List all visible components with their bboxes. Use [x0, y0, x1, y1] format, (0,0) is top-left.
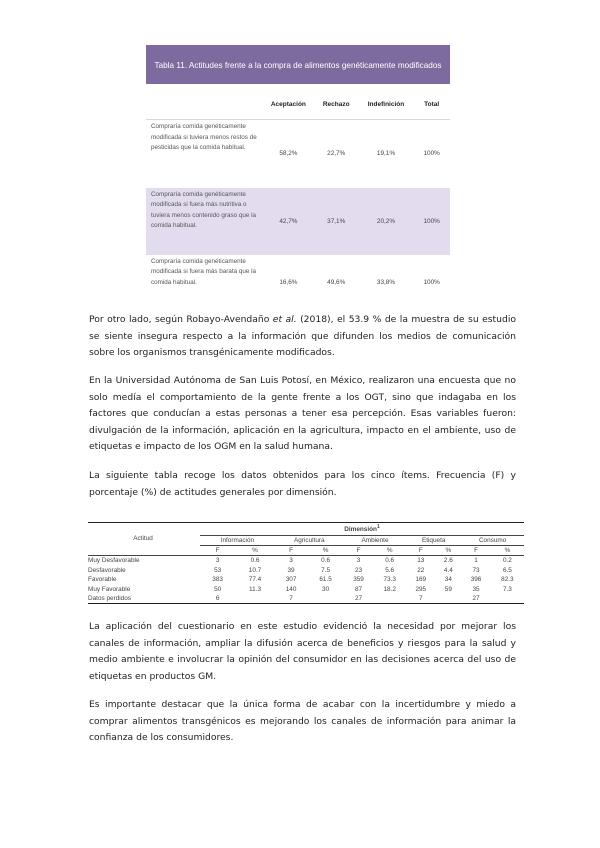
header-rejection: Rechazo — [322, 100, 350, 108]
cell-value: 13 — [417, 557, 425, 565]
cell-value: 7.5 — [321, 566, 331, 574]
cell-value: 2.6 — [443, 557, 453, 565]
cell-value: 3 — [356, 557, 361, 565]
sub-f: F — [461, 545, 491, 555]
cell-value: 7 — [289, 594, 293, 602]
table-row — [88, 575, 524, 584]
table-row — [146, 120, 450, 188]
cell-value: 87 — [354, 585, 363, 593]
cell-value: 39 — [287, 566, 295, 574]
cell-value: 49,6% — [327, 278, 346, 286]
table-header-row — [146, 84, 450, 120]
paragraph-final: Es importante destacar que la única forma de acabar con la incertidumbre y miedo a comprar alimentos transgénicos es mejorando los canales de información para animar la confianza de los consumidores. — [89, 699, 516, 743]
row-label: Muy Favorable — [88, 585, 131, 593]
sub-pct: % — [307, 545, 344, 555]
cell-value: 0.6 — [385, 557, 395, 565]
sub-f: F — [344, 545, 373, 555]
header-total: Total — [424, 100, 440, 108]
cell-value: 42,7% — [279, 217, 298, 225]
paragraph-san-luis-potosi: En la Universidad Autónoma de San Luis Potosí, en México, realizaron una encuesta que no solo medía el comportamiento de la gente frente a los OGT, sino que indagaba en los factores que conducían a estas personas a tener esa percepción. Esas variables fueron: divulgación de la información, aplicación en la agricultura, impacto en el ambiente, uso de etiquetas e impacto de los OGM en la salud humana. — [89, 375, 516, 452]
table-row — [88, 556, 524, 566]
sub-pct: % — [373, 545, 406, 555]
row-label: Desfavorable — [88, 566, 126, 574]
cell-value: 53 — [214, 566, 222, 574]
cell-value: 1 — [474, 557, 478, 565]
cell-value: 3 — [215, 557, 220, 565]
cell-value: 295 — [415, 585, 427, 593]
header-acceptance: Aceptación — [270, 100, 306, 108]
cell-value: 37,1% — [327, 217, 346, 225]
row-label: Compraría comida genéticamente modificada si fuera más nutritiva o tuviera menos contenido graso que la comida habitual. — [151, 190, 257, 229]
paragraph-table-intro: La siguiente tabla recoge los datos obtenidos para los cinco ítems. Frecuencia (F) y porcentaje (%) de actitudes generales por dimensión. — [89, 470, 516, 498]
cell-value: 16,6% — [279, 278, 298, 286]
table-row — [88, 594, 524, 604]
cell-value: 359 — [353, 576, 364, 584]
table-row — [88, 566, 524, 575]
sub-pct: % — [435, 545, 461, 555]
table-title: Tabla 11. Actitudes frente a la compra de alimentos genéticamente modificados — [146, 45, 450, 84]
cell-value — [435, 594, 461, 604]
cell-value: 82.3 — [501, 576, 514, 584]
cell-value: 169 — [415, 576, 427, 584]
cell-value: 27 — [354, 594, 363, 602]
cell-value: 6.5 — [502, 566, 512, 574]
sub-f: F — [200, 545, 235, 555]
row-label: Compraría comida genéticamente modificada si fuera más barata que la comida habitual. — [151, 257, 257, 286]
group-agricultura: Agricultura — [275, 535, 344, 545]
sub-pct: % — [491, 545, 524, 555]
sub-f: F — [406, 545, 435, 555]
cell-value: 11.3 — [249, 585, 261, 593]
group-consumo: Consumo — [461, 535, 524, 545]
cell-value: 4.4 — [443, 566, 453, 574]
group-ambiente: Ambiente — [344, 535, 406, 545]
table-row — [146, 188, 450, 255]
cell-value: 10.7 — [248, 566, 262, 574]
attitude-header: Actitud — [88, 523, 200, 556]
cell-value: 383 — [212, 576, 223, 584]
cell-value: 50 — [214, 585, 222, 593]
cell-value: 0.2 — [502, 557, 512, 565]
cell-value: 34 — [444, 576, 452, 584]
cell-value: 7.3 — [502, 585, 512, 593]
cell-value: 73 — [472, 566, 480, 574]
cell-value — [235, 594, 275, 604]
cell-value: 22 — [417, 566, 425, 574]
dimension-table — [88, 522, 524, 604]
paragraph-conclusion: La aplicación del cuestionario en este estudio evidenció la necesidad por mejorar los canales de información, ampliar la difusión acerca de beneficios y riesgos para la salud y medio ambiente e involucrar la opinión del consumidor en las decisiones acerca del uso de etiquetas en productos GM. — [89, 621, 516, 682]
cell-value: 19,1% — [376, 150, 396, 158]
header-indefinition: Indefinición — [367, 100, 405, 108]
cell-value: 0.6 — [321, 557, 331, 565]
cell-value: 100% — [423, 150, 440, 158]
row-label: Muy Desfavorable — [88, 557, 140, 565]
cell-value: 20,2% — [376, 217, 396, 225]
cell-value: 396 — [470, 576, 482, 584]
cell-value: 307 — [285, 576, 297, 584]
cell-value: 30 — [322, 585, 330, 593]
table-row — [146, 255, 450, 310]
attitudes-table — [146, 45, 450, 310]
cell-value: 140 — [285, 585, 297, 593]
cell-value: 23 — [354, 566, 363, 574]
cell-value: 18.2 — [383, 585, 396, 593]
cell-value: 100% — [423, 217, 440, 225]
cell-value: 100% — [423, 278, 440, 286]
row-label: Datos perdidos — [88, 594, 131, 602]
cell-value: 73.3 — [383, 576, 396, 584]
cell-value: 3 — [289, 557, 293, 565]
cell-value: 58,2% — [279, 150, 298, 158]
cell-value — [373, 594, 406, 604]
cell-value — [307, 594, 344, 604]
cell-value: 59 — [444, 585, 452, 593]
cell-value: 6 — [215, 594, 220, 602]
group-informacion: Información — [200, 535, 275, 545]
cell-value: 77.4 — [248, 576, 262, 584]
cell-value: 33,8% — [376, 278, 396, 286]
table-row — [88, 585, 524, 594]
cell-value: 27 — [472, 594, 480, 602]
group-etiqueta: Etiqueta — [406, 535, 461, 545]
sub-pct: % — [235, 545, 275, 555]
cell-value: 61.5 — [319, 576, 332, 584]
cell-value: 7 — [419, 594, 423, 602]
cell-value: 22,7% — [327, 150, 346, 158]
cell-value: 0.6 — [250, 557, 260, 565]
paragraph-robayo: Por otro lado, según Robayo-Avendaño et al. (2018), el 53.9 % de la muestra de su estudio se siente insegura respecto a la información que difunden los medios de comunicación sobre los organismos transgénicamente modificados. — [89, 314, 516, 358]
sub-f: F — [275, 545, 308, 555]
cell-value — [491, 594, 524, 604]
row-label: Compraría comida genéticamente modificada si tuviera menos restos de pesticidas que la comida habitual. — [151, 123, 257, 151]
cell-value: 35 — [472, 585, 480, 593]
dimension-header: Dimensión$^1$ — [200, 523, 524, 536]
row-label: Favorable — [88, 576, 117, 584]
dimension-table-body — [88, 556, 524, 604]
cell-value: 5.6 — [385, 566, 395, 574]
